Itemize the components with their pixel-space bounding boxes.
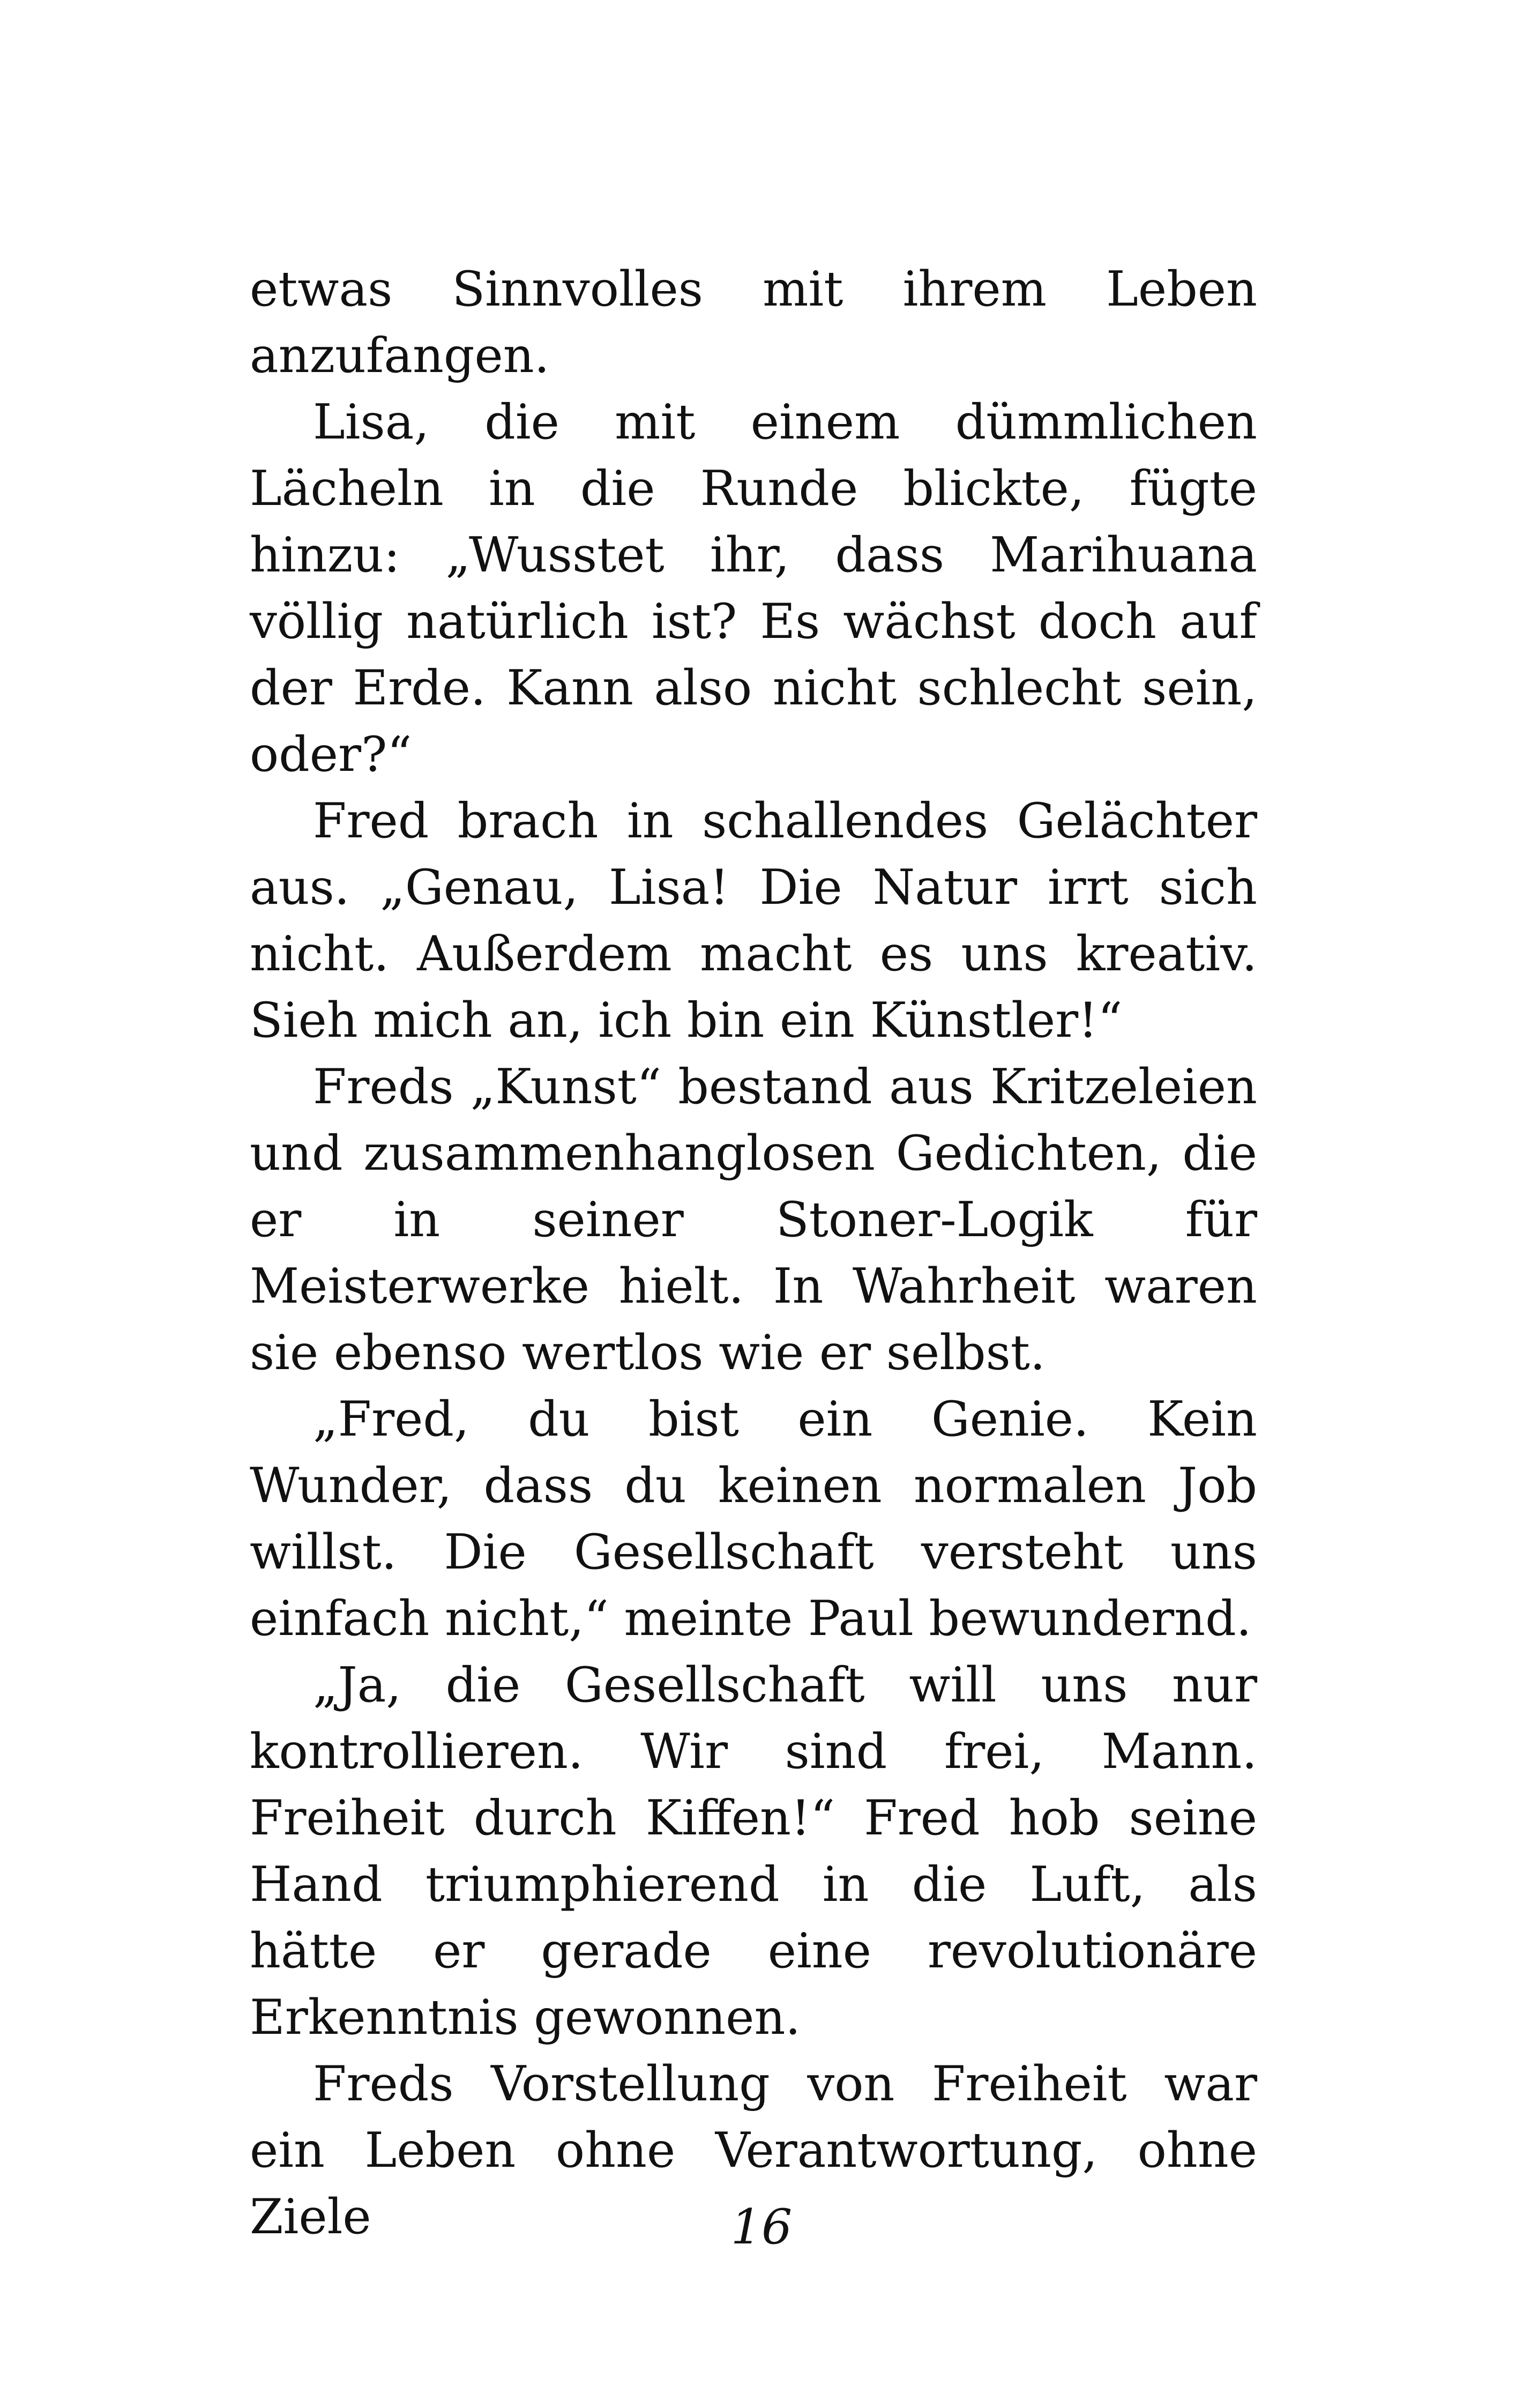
- paragraph-fred-laughter: Fred brach in schallendes Gelächter aus. „Genau, Lisa! Die Natur irrt sich nicht. Außerdem macht es uns kreativ. Sieh mich an, ich bin ein Künstler!“: [250, 793, 1257, 1049]
- paragraph-lisa-marihuana: Lisa, die mit einem dümmlichen Lächeln in die Runde blickte, fügte hinzu: „Wusstet ihr, dass Marihuana völlig natürlich ist? Es wächst doch auf der Erde. Kann also nicht schlecht sein, oder?“: [250, 394, 1257, 783]
- paragraph-freds-vorstellung: Freds Vorstellung von Freiheit war ein Leben ohne Verantwortung, ohne Ziele: [250, 2056, 1257, 2245]
- body-text: [250, 256, 1257, 2250]
- paragraph-continuation: etwas Sinnvolles mit ihrem Leben anzufangen.: [250, 261, 1257, 384]
- page-number: 16: [730, 2199, 793, 2255]
- paragraph-freiheit-kiffen: „Ja, die Gesellschaft will uns nur kontrollieren. Wir sind frei, Mann. Freiheit durch Kiffen!“ Fred hob seine Hand triumphierend in die Luft, als hätte er gerade eine revolutionäre Erkenntnis gewonnen.: [250, 1657, 1257, 2046]
- paragraph-freds-kunst: Freds „Kunst“ bestand aus Kritzeleien und zusammenhanglosen Gedichten, die er in seiner Stoner-Logik für Meisterwerke hielt. In Wahrheit waren sie ebenso wertlos wie er selbst.: [250, 1059, 1257, 1381]
- paragraph-paul-genie: „Fred, du bist ein Genie. Kein Wunder, dass du keinen normalen Job willst. Die Gesellschaft versteht uns einfach nicht,“ meinte Paul bewundernd.: [250, 1391, 1257, 1647]
